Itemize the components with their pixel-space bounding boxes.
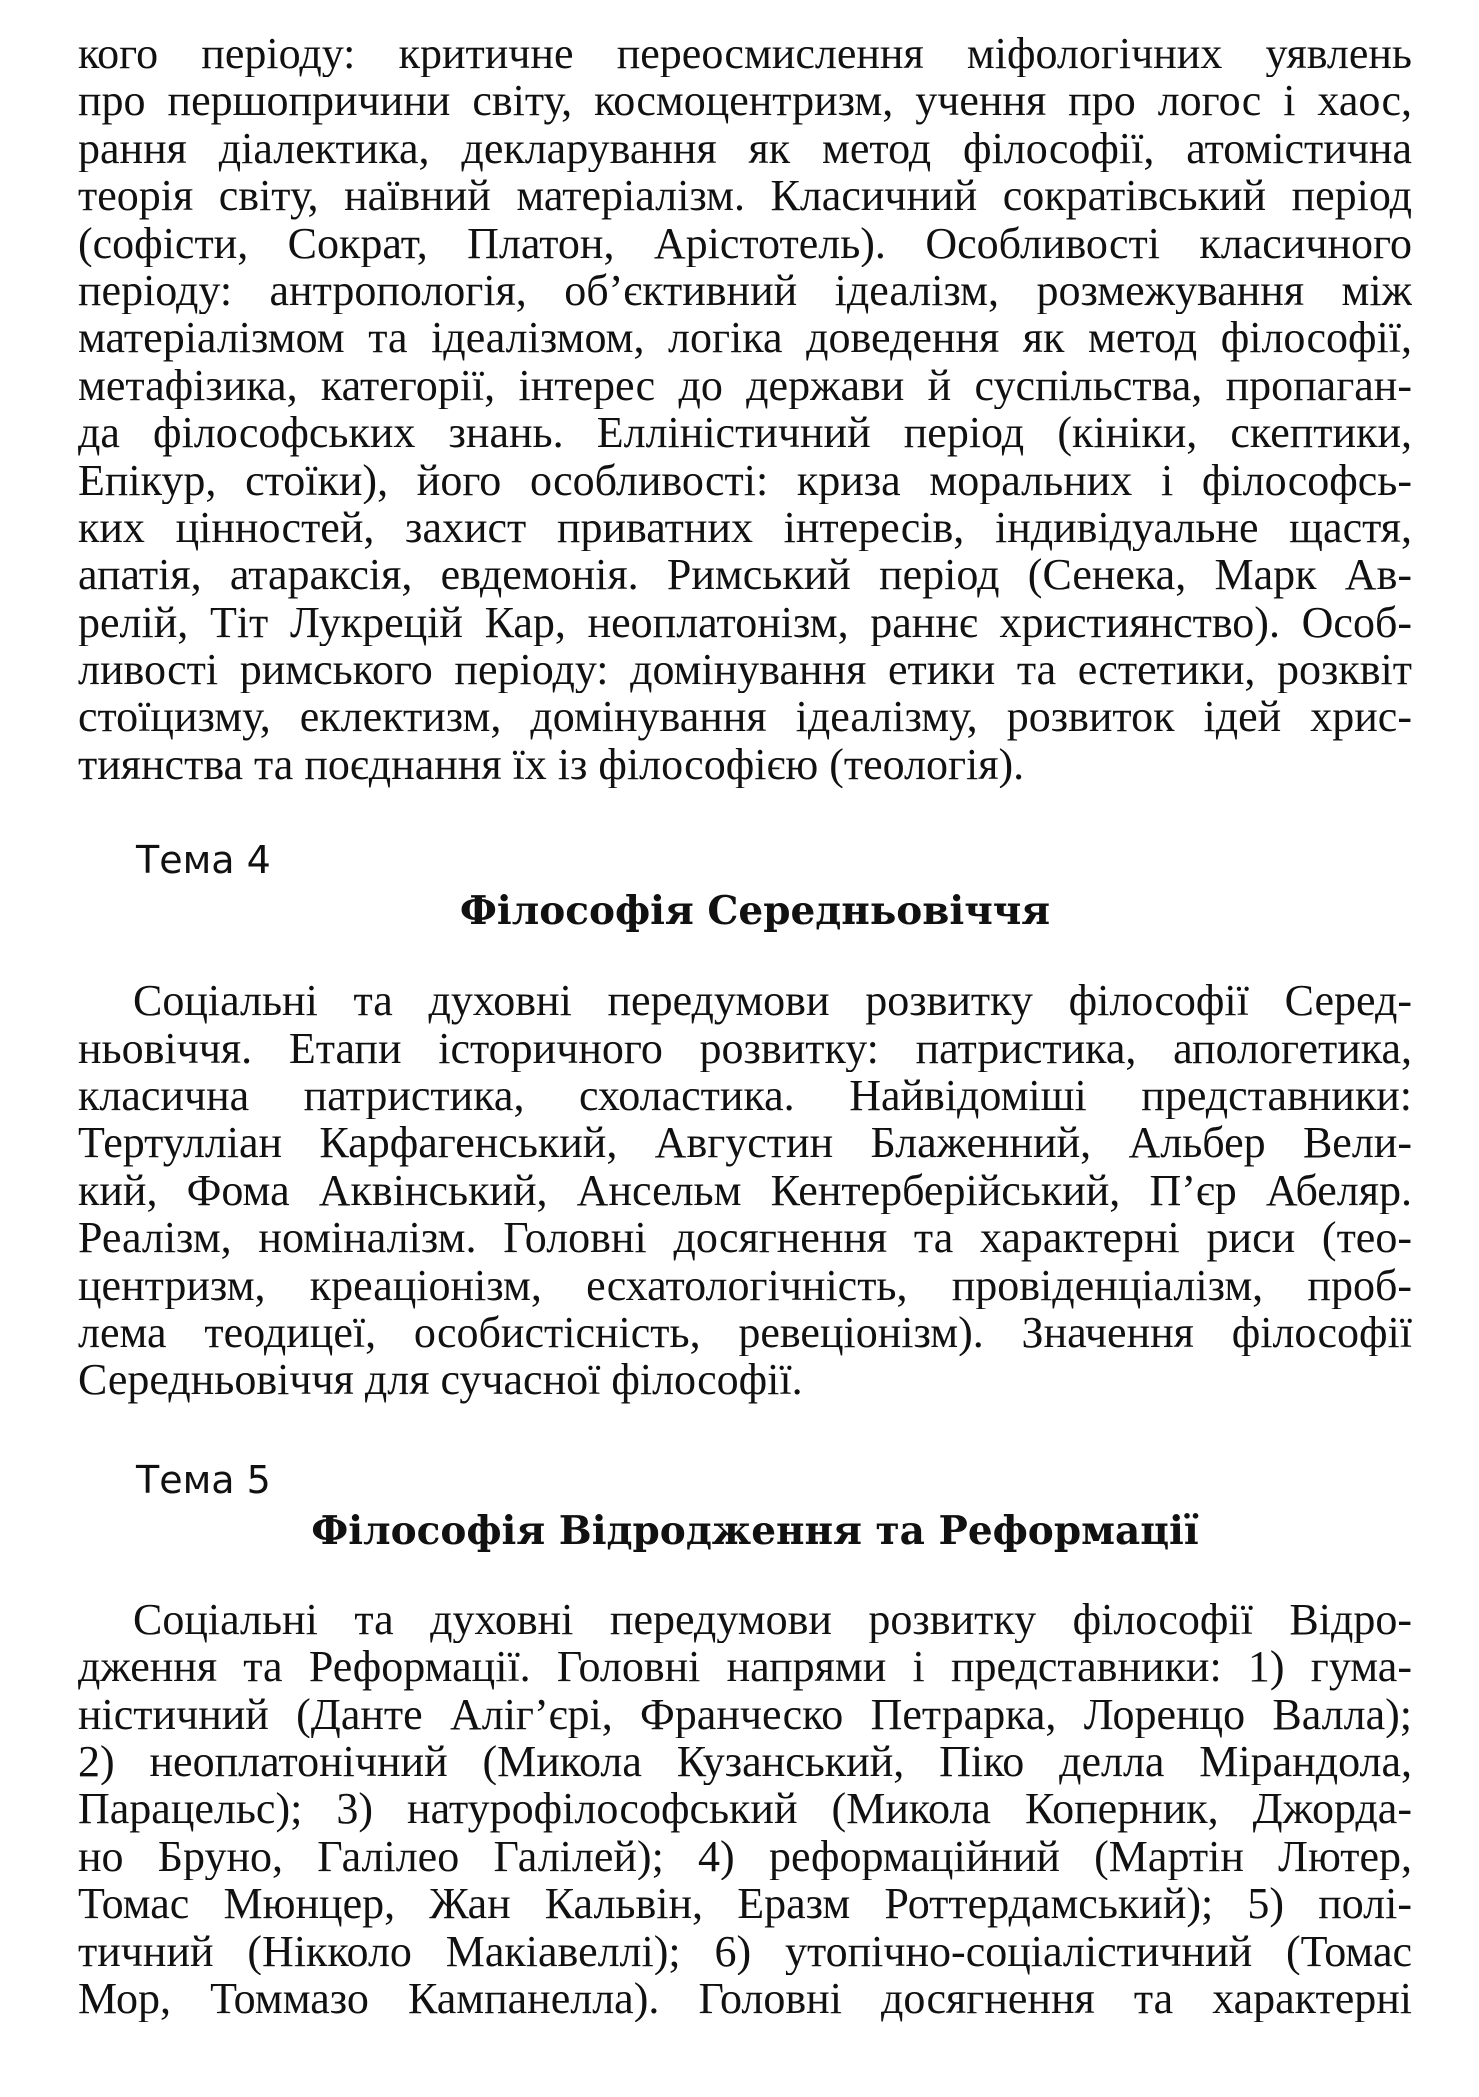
text-line: метафізика, категорії, інтерес до держави й суспільства, пропаган- bbox=[78, 361, 1412, 410]
text-line: стоїцизму, еклектизм, домінування ідеалізму, розвиток ідей хрис- bbox=[78, 693, 1412, 741]
topic-4-title: Філософія Середньовіччя bbox=[459, 888, 1051, 935]
text-line: (софісти, Сократ, Платон, Арістотель). Особливості класичного bbox=[78, 219, 1412, 267]
text-line: тиянства та поєднання їх із філософією (теологія). bbox=[78, 740, 1025, 789]
text-line: Тертулліан Карфагенський, Августин Блаженний, Альбер Вели- bbox=[78, 1119, 1412, 1167]
text-line: ністичний (Данте Аліг’єрі, Франческо Петрарка, Лоренцо Валла); bbox=[78, 1690, 1412, 1738]
text-line: ливості римського періоду: домінування етики та естетики, розквіт bbox=[78, 646, 1412, 694]
text-line: да філософських знань. Елліністичний період (кініки, скептики, bbox=[78, 409, 1412, 457]
text-line: 2) неоплатонічний (Микола Кузанський, Піко делла Мірандола, bbox=[78, 1737, 1412, 1786]
text-line: кий, Фома Аквінський, Ансельм Кентерберійський, П’єр Абеляр. bbox=[78, 1166, 1412, 1215]
text-line: рання діалектика, декларування як метод філософії, атомістична bbox=[78, 124, 1412, 173]
text-line: ньовіччя. Етапи історичного розвитку: патристика, апологетика, bbox=[78, 1024, 1412, 1073]
topic-5-paragraph bbox=[78, 1596, 1412, 2023]
text-line: про першопричини світу, космоцентризм, учення про логос і хаос, bbox=[78, 77, 1412, 125]
text-line: тичний (Нікколо Макіавеллі); 6) утопічно-соціалістичний (Томас bbox=[78, 1927, 1412, 1975]
text-line: періоду: антропологія, об’єктивний ідеалізм, розмежування між bbox=[78, 266, 1412, 315]
text-line: дження та Реформації. Головні напрями і представники: 1) гума- bbox=[78, 1643, 1412, 1691]
text-line: лема теодицеї, особистісність, ревеціонізм). Значення філософії bbox=[78, 1308, 1412, 1357]
topic-4-paragraph bbox=[78, 977, 1412, 1404]
intro-paragraph bbox=[78, 30, 1412, 788]
text-line: Реалізм, номіналізм. Головні досягнення та характерні риси (тео- bbox=[78, 1214, 1412, 1262]
text-line: кого періоду: критичне переосмислення міфологічних уявлень bbox=[78, 30, 1412, 78]
text-line: Соціальні та духовні передумови розвитку філософії Відро- bbox=[133, 1595, 1412, 1644]
text-line: релій, Тіт Лукрецій Кар, неоплатонізм, раннє християнство). Особ- bbox=[78, 598, 1412, 647]
text-line: Середньовіччя для сучасної філософії. bbox=[78, 1356, 803, 1404]
topic-5-label: Тема 5 bbox=[136, 1457, 271, 1502]
text-line: матеріалізмом та ідеалізмом, логіка доведення як метод філософії, bbox=[78, 314, 1412, 362]
text-line: Епікур, стоїки), його особливості: криза моральних і філософсь- bbox=[78, 456, 1412, 504]
topic-5-title: Філософія Відродження та Реформації bbox=[311, 1507, 1199, 1554]
text-line: центризм, креаціонізм, есхатологічність, провіденціалізм, проб- bbox=[78, 1261, 1412, 1309]
text-line: ких цінностей, захист приватних інтересів, індивідуальне щастя, bbox=[78, 503, 1412, 552]
text-line: Парацельс); 3) натурофілософський (Микола Коперник, Джорда- bbox=[78, 1785, 1412, 1833]
text-line: Соціальні та духовні передумови розвитку філософії Серед- bbox=[133, 977, 1412, 1025]
topic-4-label: Тема 4 bbox=[136, 838, 271, 883]
text-line: апатія, атараксія, евдемонія. Римський період (Сенека, Марк Ав- bbox=[78, 551, 1412, 599]
document-page bbox=[78, 30, 1412, 2022]
text-line: теорія світу, наївний матеріалізм. Класичний сократівський період bbox=[78, 172, 1412, 220]
text-line: Мор, Томмазо Кампанелла). Головні досягнення та характерні bbox=[78, 1974, 1412, 2023]
text-line: класична патристика, схоластика. Найвідоміші представники: bbox=[78, 1072, 1412, 1120]
text-line: Томас Мюнцер, Жан Кальвін, Еразм Роттердамський); 5) полі- bbox=[78, 1880, 1412, 1928]
text-line: но Бруно, Галілео Галілей); 4) реформаційний (Мартін Лютер, bbox=[78, 1832, 1412, 1881]
